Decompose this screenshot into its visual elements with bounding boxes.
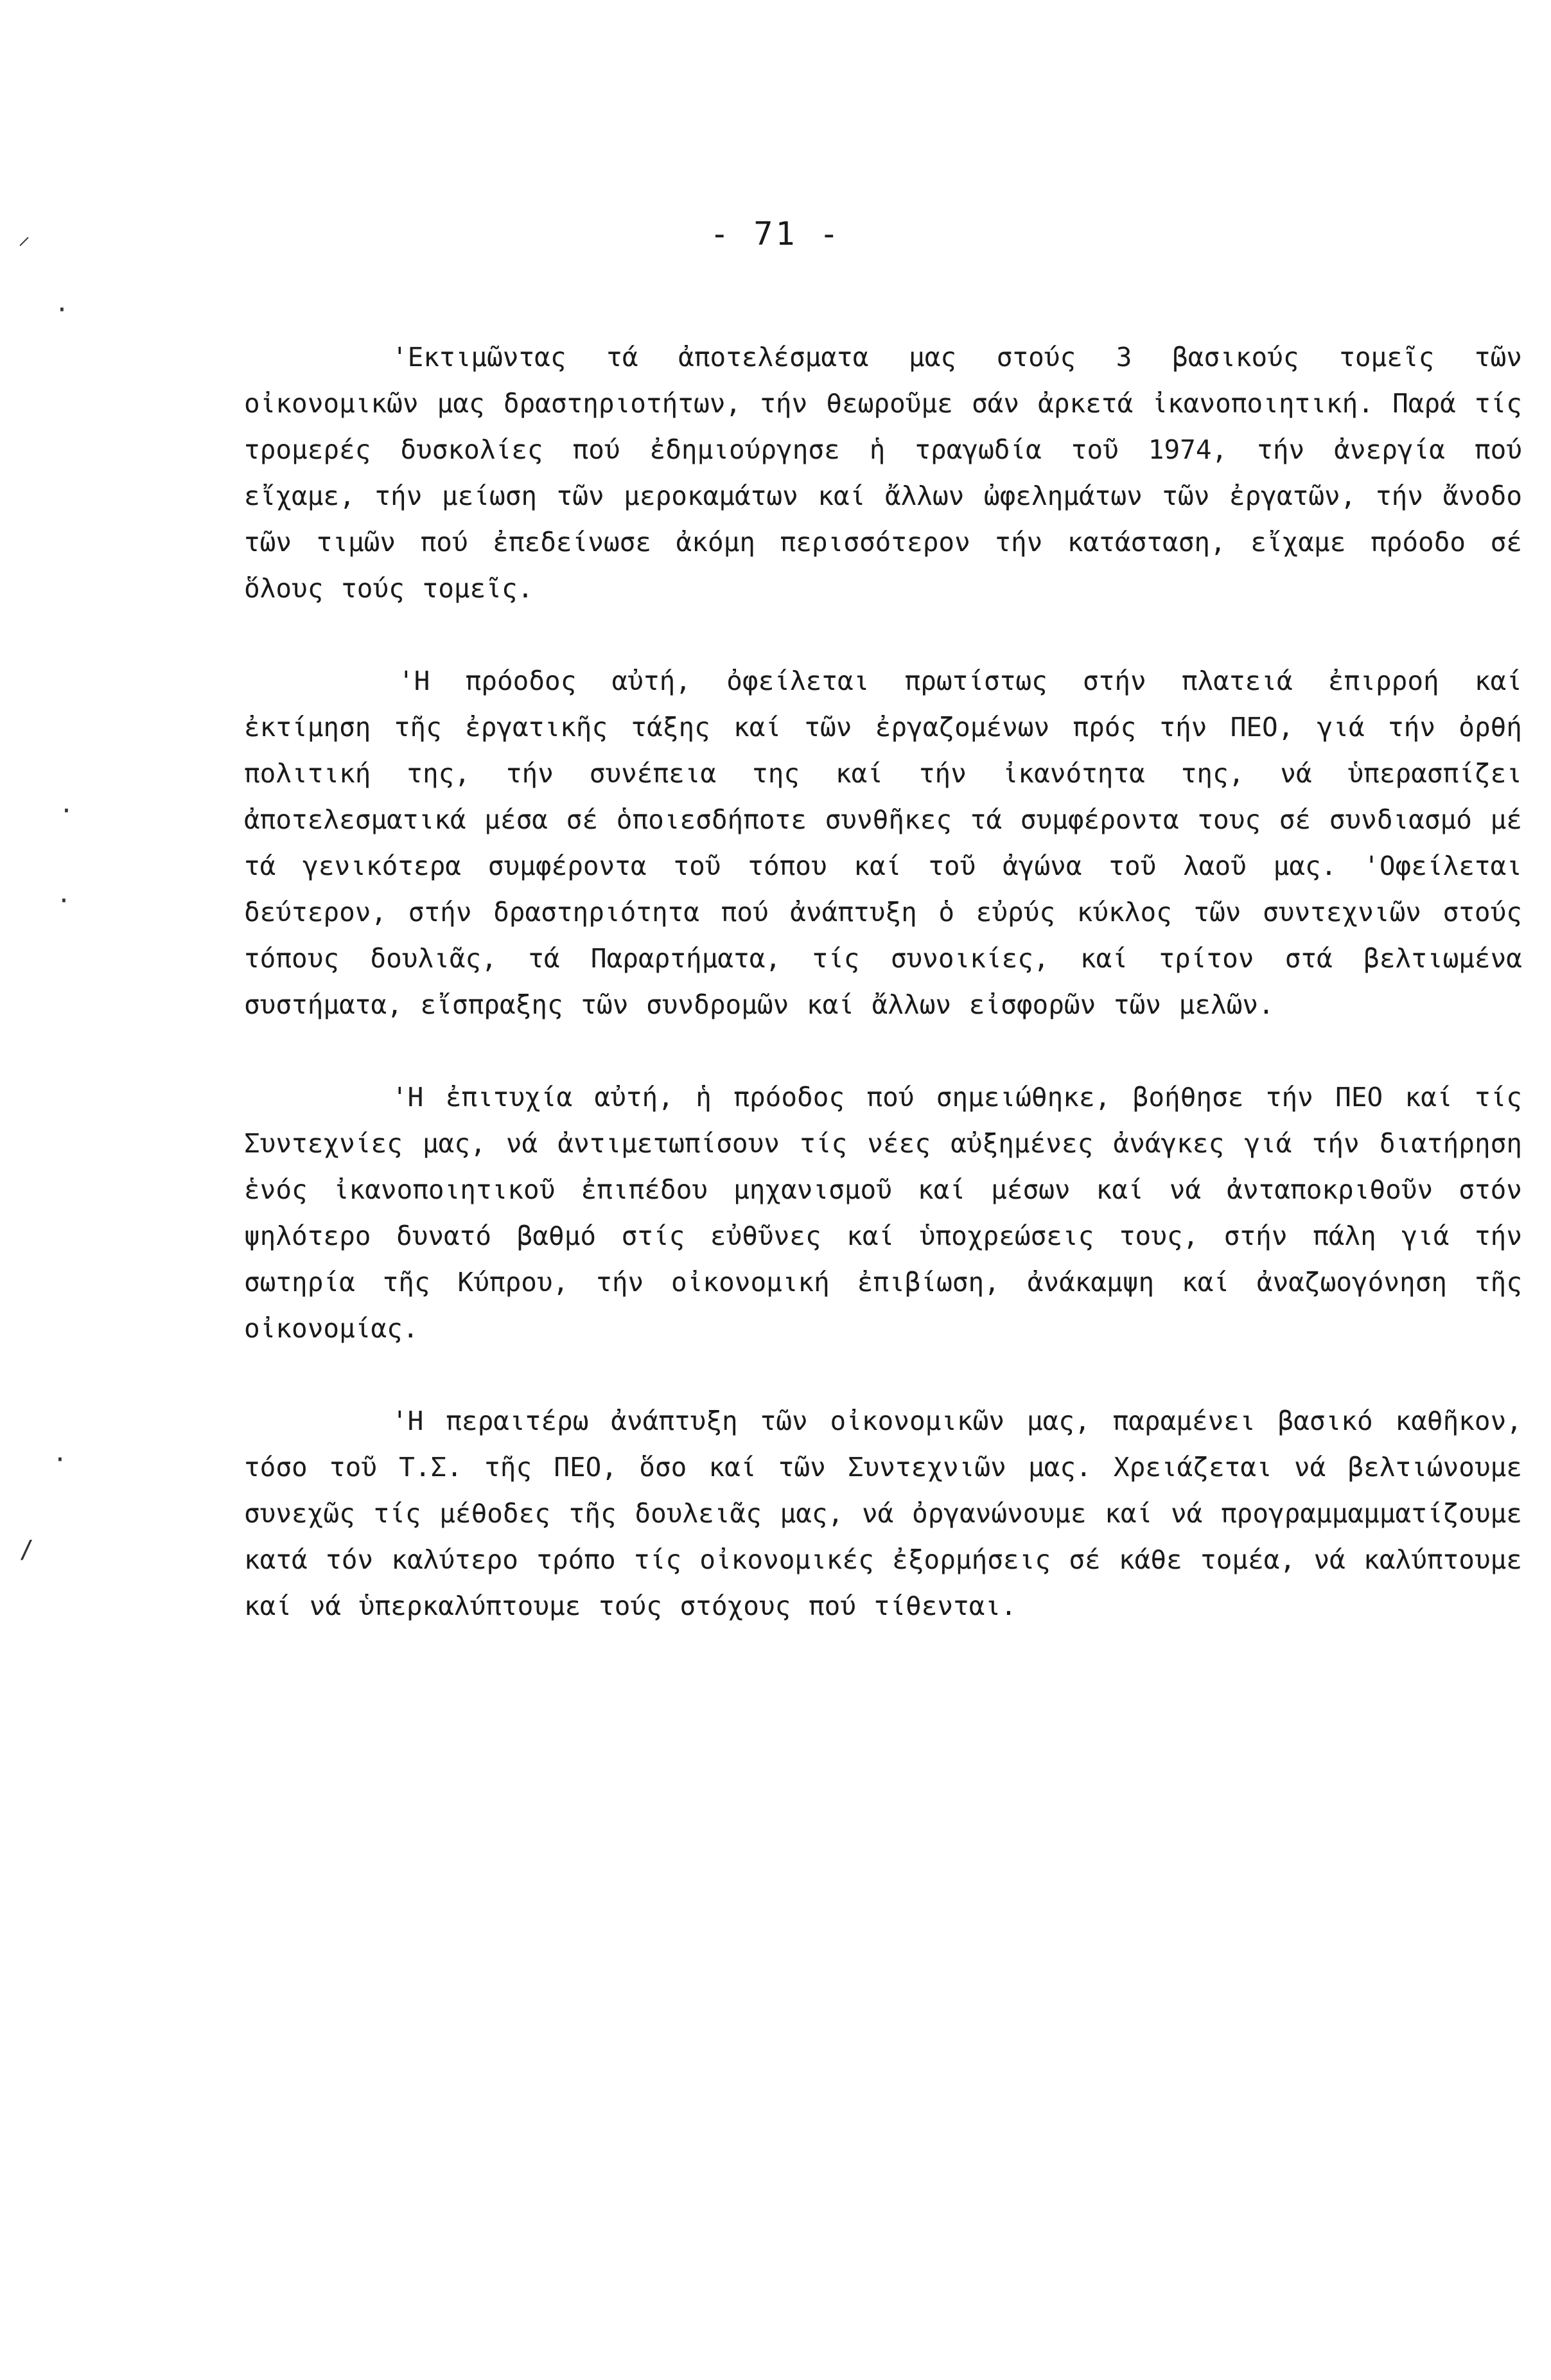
- paragraph-1: 'Εκτιμῶντας τά ἀποτελέσματα μας στούς 3 βασικούς τομεῖς τῶν οἰκονομικῶν μας δραστηριοτήτων, τήν θεωροῦμε σάν ἀρκετά ἰκανοποιητική. Παρά τίς τρομερές δυσκολίες πού ἐδημιούργησε ἡ τραγωδία τοῦ 1974, τήν ἀνεργία πού εἴχαμε, τήν μείωση τῶν μεροκαμάτων καί ἄλλων ὠφελημάτων τῶν ἐργατῶν, τήν ἄνοδο τῶν τιμῶν πού ἐπεδείνωσε ἀκόμη περισσότερον τήν κατάσταση, εἴχαμε πρόοδο σέ ὅλους τούς τομεῖς.: [244, 342, 1522, 604]
- scan-mark: ·: [59, 797, 74, 825]
- scan-mark: ·: [57, 886, 71, 915]
- paragraph-2: 'Η πρόοδος αὐτή, ὀφείλεται πρωτίστως στήν πλατειά ἐπιρροή καί ἐκτίμηση τῆς ἐργατικῆς τάξης καί τῶν ἐργαζομένων πρός τήν ΠΕΟ, γιά τήν ὀρθή πολιτική της, τήν συνέπεια της καί τήν ἰκανότητα της, νά ὑπερασπίζει ἀποτελεσματικά μέσα σέ ὁποιεσδήποτε συνθῆκες τά συμφέροντα τους σέ συνδιασμό μέ τά γενικότερα συμφέροντα τοῦ τόπου καί τοῦ ἀγώνα τοῦ λαοῦ μας. 'Οφείλεται δεύτερον, στήν δραστηριότητα πού ἀνάπτυξη ὁ εὐρύς κύκλος τῶν συντεχνιῶν στούς τόπους δουλιᾶς, τά Παραρτήματα, τίς συνοικίες, καί τρίτον στά βελτιωμένα συστήματα, εἴσπραξης τῶν συνδρομῶν καί ἄλλων εἰσφορῶν τῶν μελῶν.: [244, 666, 1522, 1020]
- scan-mark: ·: [55, 295, 69, 324]
- scan-mark: /: [19, 1535, 34, 1564]
- scan-mark: ·: [53, 1445, 67, 1474]
- scan-mark: ⸝: [18, 222, 31, 250]
- paragraph-3: 'Η ἐπιτυχία αὐτή, ἡ πρόοδος πού σημειώθηκε, βοήθησε τήν ΠΕΟ καί τίς Συντεχνίες μας, νά ἀντιμετωπίσουν τίς νέες αὐξημένες ἀνάγκες γιά τήν διατήρηση ἑνός ἰκανοποιητικοῦ ἐπιπέδου μηχανισμοῦ καί μέσων καί νά ἀνταποκριθοῦν στόν ψηλότερο δυνατό βαθμό στίς εὐθῦνες καί ὑποχρεώσεις τους, στήν πάλη γιά τήν σωτηρία τῆς Κύπρου, τήν οἰκονομική ἐπιβίωση, ἀνάκαμψη καί ἀναζωογόνηση τῆς οἰκονομίας.: [244, 1082, 1522, 1344]
- page-number: - 71 -: [710, 215, 841, 252]
- paragraph-4: 'Η περαιτέρω ἀνάπτυξη τῶν οἰκονομικῶν μας, παραμένει βασικό καθῆκον, τόσο τοῦ Τ.Σ. τῆς ΠΕΟ, ὅσο καί τῶν Συντεχνιῶν μας. Χρειάζεται νά βελτιώνουμε συνεχῶς τίς μέθοδες τῆς δουλειᾶς μας, νά ὀργανώνουμε καί νά προγραμμαμματίζουμε κατά τόν καλύτερο τρόπο τίς οἰκονομικές ἐξορμήσεις σέ κάθε τομέα, νά καλύπτουμε καί νά ὑπερκαλύπτουμε τούς στόχους πού τίθενται.: [244, 1406, 1522, 1621]
- document-body: [244, 334, 1522, 1675]
